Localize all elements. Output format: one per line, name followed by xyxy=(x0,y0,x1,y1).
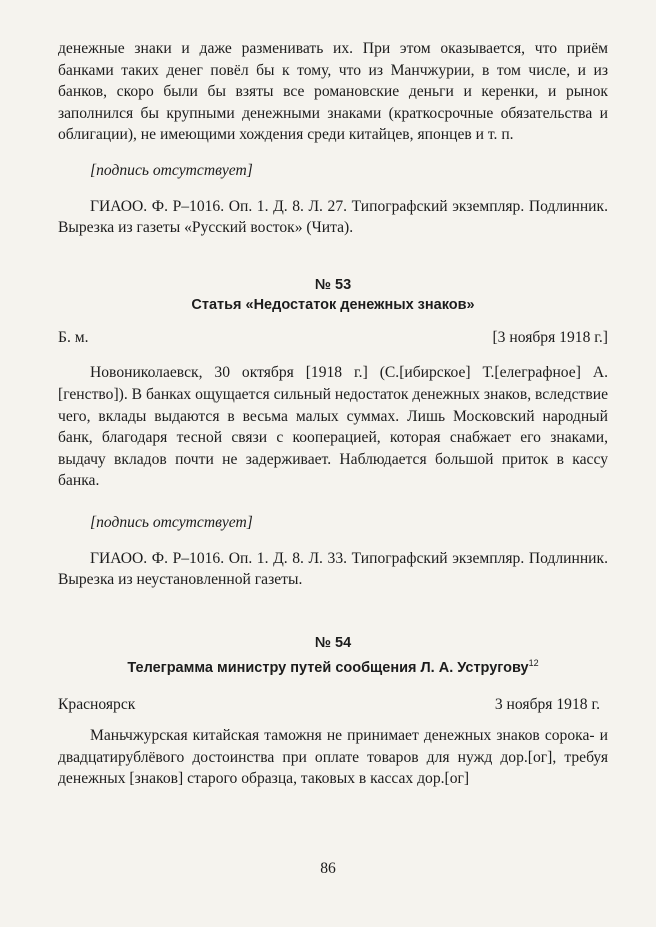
document-meta xyxy=(58,694,608,716)
document-place: Красноярск xyxy=(58,695,136,713)
document-number: № 53 xyxy=(314,276,352,293)
archive-source: ГИАОО. Ф. Р–1016. Оп. 1. Д. 8. Л. 27. Типографский экземпляр. Подлинник. Вырезка из газеты «Русский восток» (Чита). xyxy=(58,197,608,237)
document-number: № 54 xyxy=(314,634,352,651)
document-title-text: Телеграмма министру путей сообщения Л. А. Устругову xyxy=(127,659,529,676)
signature-note: [подпись отсутствует] xyxy=(90,161,253,179)
document-meta xyxy=(58,327,608,349)
signature-note: [подпись отсутствует] xyxy=(90,513,253,531)
document-body: Маньчжурская китайская таможня не принимает денежных знаков сорока- и двадцатирублёвого достоинства при оплате товаров для нужд дор.[ог], требуя денежных [знаков] старого образца, таковых в кассах дор.[ог] xyxy=(58,727,608,788)
document-date: [3 ноября 1918 г.] xyxy=(492,328,608,346)
document-body: Новониколаевск, 30 октября [1918 г.] (С.[ибирское] Т.[елеграфное] А.[генство]). В банках ощущается сильный недостаток денежных знаков, вследствие чего, вклады выдаются в весьма малых суммах. Лишь Московский народный банк, благодаря тесной связи с кооперацией, которая снабжает его знаками, выдачу вкладов почти не задерживает. Наблюдается большой приток в кассу банка. xyxy=(58,364,608,490)
page-number: 86 xyxy=(320,860,336,877)
archive-source: ГИАОО. Ф. Р–1016. Оп. 1. Д. 8. Л. 33. Типографский экземпляр. Подлинник. Вырезка из неустановленной газеты. xyxy=(58,549,608,589)
document-place: Б. м. xyxy=(58,328,89,346)
document-title: Статья «Недостаток денежных знаков» xyxy=(191,296,475,313)
document-title xyxy=(58,653,608,678)
footnote-mark: 12 xyxy=(528,657,539,668)
continued-paragraph: денежные знаки и даже разменивать их. При этом оказывается, что приём банками таких денег повёл бы к тому, что из Манчжурии, в том числе, и из банков, скоро были бы взяты все романовские деньги и керенки, и рынок заполнился бы крупными денежными знаками (краткосрочные обязательства и облигации), не имеющими хождения среди китайцев, японцев и т. п. xyxy=(58,40,608,144)
document-date: 3 ноября 1918 г. xyxy=(494,695,600,713)
